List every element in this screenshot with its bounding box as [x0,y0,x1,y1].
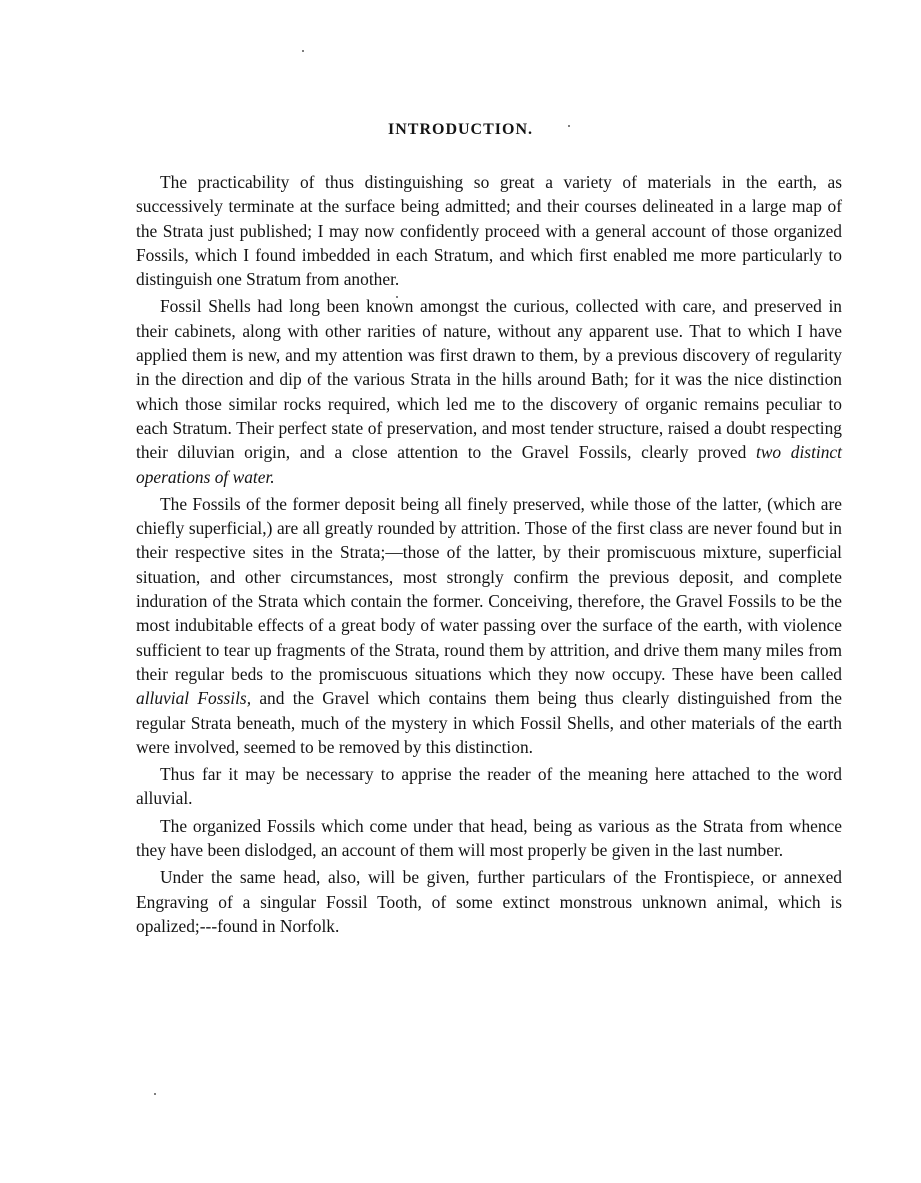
paragraph-3 [136,492,842,759]
paragraph-5 [136,814,842,863]
page-title: INTRODUCTION. [387,121,533,138]
body-text [136,170,842,941]
paragraph-3-text: The Fossils of the former deposit being all finely preserved, while those of the latter, (which are chiefly superficial,) are all greatly rounded by attrition. Those of the first class are never found but in their respective sites in the Strata;—those of the latter, by their promiscuous mixture, superficial situation, and other circumstances, most strongly confirm the previous deposit, and complete induration of the Strata which contain the former. Conceiving, therefore, the Gravel Fossils to be the most indubitable effects of a great body of water passing over the surface of the earth, with violence sufficient to tear up fragments of the Strata, round them by attrition, and drive them many miles from their regular beds to the promiscuous situations which they now occupy. These have been called [136,493,842,684]
paragraph-4 [136,762,842,811]
paragraph-3-text-continued: and the Gravel which contains them being thus clearly distinguished from the regular Strata beneath, much of the mystery in which Fossil Shells, and other materials of the earth were involved, seemed to be removed by this distinction. [136,688,842,757]
paragraph-3-italic-phrase: alluvial Fossils, [136,688,252,709]
paragraph-4-text: Thus far it may be necessary to apprise the reader of the meaning here attached to the word alluvial. [136,764,842,809]
paragraph-1 [136,170,842,291]
paragraph-6 [136,865,842,938]
paragraph-2-text: Fossil Shells had long been known amongst the curious, collected with care, and preserved in their cabinets, along with other rarities of nature, without any apparent use. That to which I have applied them is new, and my attention was first drawn to them, by a previous discovery of regularity in the direction and dip of the various Strata in the hills around Bath; for it was the nice distinction which those similar rocks required, which led me to the discovery of organic remains peculiar to each Stratum. Their perfect state of preservation, and most tender structure, raised a doubt respecting their diluvian origin, and a close attention to the Gravel Fossils, clearly proved [136,296,842,463]
paragraph-2 [136,294,842,488]
paragraph-1-text: The practicability of thus distinguishing so great a variety of materials in the earth, as successively terminate at the surface being admitted; and their courses delineated in a large map of the Strata just published; I may now confidently proceed with a general account of those organized Fossils, which I found imbedded in each Stratum, and which first enabled me more particularly to distinguish one Stratum from another. [136,172,842,290]
paragraph-5-text: The organized Fossils which come under that head, being as various as the Strata from whence they have been dislodged, an account of them will most properly be given in the last number. [136,815,842,861]
paragraph-6-text: Under the same head, also, will be given, further particulars of the Frontispiece, or annexed Engraving of a singular Fossil Tooth, of some extinct monstrous unknown animal, which is opalized;---found in Norfolk. [136,867,842,936]
paragraph-2-italic-phrase: two distinct operations of water. [136,442,842,487]
paper-speck [302,50,304,52]
paper-speck [154,1093,156,1095]
